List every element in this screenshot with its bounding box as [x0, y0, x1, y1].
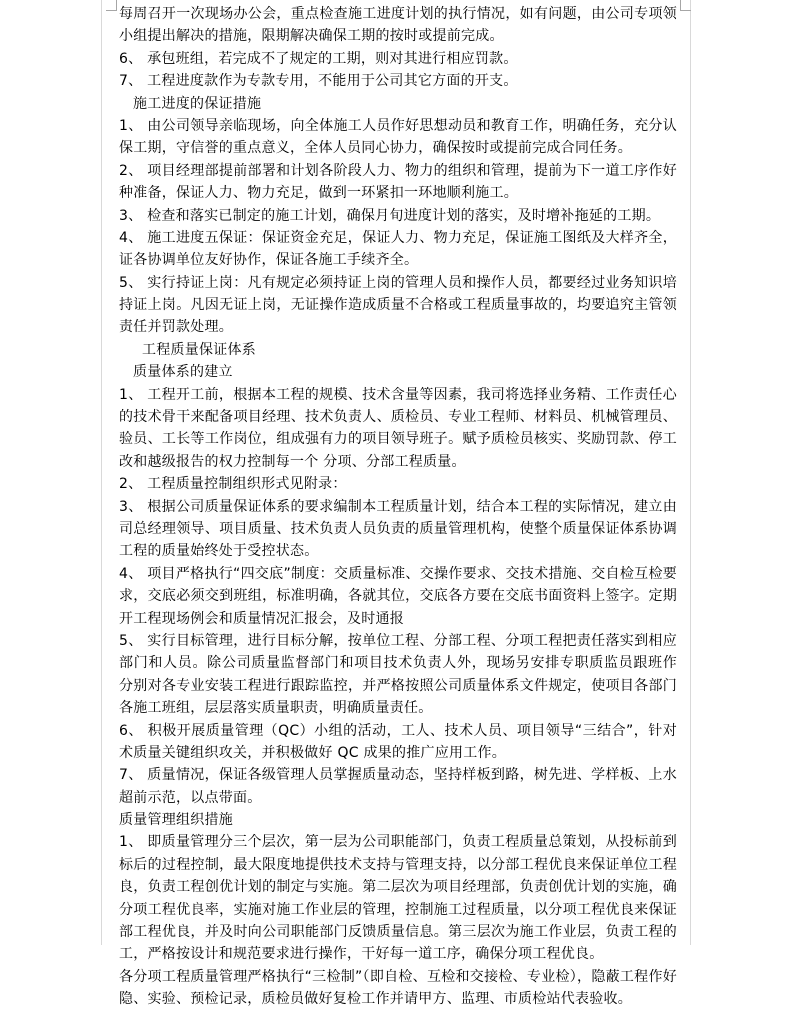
text-line: 分项工程优良率，实施对施工作业层的管理，控制施工过程质量，以分项工程优良来保证	[119, 901, 677, 918]
text-line: 保工期，守信誉的重点意义，全体人员同心协力，确保按时或提前完成合同任务。	[119, 140, 632, 157]
text-line: 标后的过程控制，最大限度地提供技术支持与管理支持，以分部工程优良来保证单位工程	[119, 856, 677, 873]
text-line: 的技术骨干来配备项目经理、技术负责人、质检员、专业工程师、材料员、机械管理员、	[119, 409, 677, 426]
text-line: 开工程现场例会和质量情况汇报会，及时通报	[119, 610, 404, 627]
text-line: 3、 根据公司质量保证体系的要求编制本工程质量计划，结合本工程的实际情况，建立由	[119, 498, 677, 515]
text-line: 5、 实行目标管理，进行目标分解，按单位工程、分部工程、分项工程把责任落实到相应	[119, 632, 677, 649]
text-line: 工程质量保证体系	[142, 341, 256, 358]
text-line: 部门和人员。除公司质量监督部门和项目技术负责人外，现场另安排专职质监员跟班作	[119, 655, 677, 672]
text-line: 6、 积极开展质量管理（QC）小组的活动，工人、技术人员、项目领导“三结合”，针对	[119, 722, 677, 739]
text-line: 验员、工长等工作岗位，组成强有力的项目领导班子。赋予质检员核实、奖励罚款、停工	[119, 431, 677, 448]
text-line: 分别对各专业安装工程进行跟踪监控，并严格按照公司质量体系文件规定，使项目各部门	[119, 677, 677, 694]
text-line: 持证上岗。凡因无证上岗，无证操作造成质量不合格或工程质量事故的，均要追究主管领	[119, 297, 677, 314]
text-line: 1、 由公司领导亲临现场，向全体施工人员作好思想动员和教育工作，明确任务，充分认	[119, 117, 677, 134]
text-line: 超前示范，以点带面。	[119, 789, 262, 806]
text-line: 4、 项目严格执行“四交底”制度：交质量标准、交操作要求、交技术措施、交自检互检要	[119, 565, 677, 582]
text-line: 3、 检查和落实已制定的施工计划，确保月旬进度计划的落实，及时增补拖延的工期。	[119, 207, 661, 224]
text-line: 各分项工程质量管理严格执行“三检制”（即自检、互检和交接检、专业检），隐蔽工程作好	[119, 968, 677, 985]
text-line: 2、 项目经理部提前部署和计划各阶段人力、物力的组织和管理，提前为下一道工序作好	[119, 162, 677, 179]
text-line: 种准备，保证人力、物力充足，做到一环紧扣一环地顺利施工。	[119, 185, 518, 202]
text-line: 小组提出解决的措施，限期解决确保工期的按时或提前完成。	[119, 28, 504, 45]
text-line: 责任并罚款处理。	[119, 319, 233, 336]
text-line: 良，负责工程创优计划的制定与实施。第二层次为项目经理部，负责创优计划的实施，确	[119, 879, 677, 896]
text-line: 各施工班组，层层落实质量职责，明确质量责任。	[119, 700, 433, 717]
page-corner-mark-right	[680, 0, 691, 11]
text-line: 隐、实验、预检记录，质检员做好复检工作并请甲方、监理、市质检站代表验收。	[119, 991, 632, 1008]
text-line: 工程的质量始终处于受控状态。	[119, 543, 319, 560]
text-line: 求，交底必须交到班组，标准明确，各就其位，交底各方要在交底书面资料上签字。定期	[119, 588, 677, 605]
text-line: 质量体系的建立	[133, 364, 233, 381]
text-line: 改和越级报告的权力控制每一个 分项、分部工程质量。	[119, 453, 466, 470]
text-line: 司总经理领导、项目质量、技术负责人员负责的质量管理机构，使整个质量保证体系协调	[119, 520, 677, 537]
text-line: 1、 工程开工前，根据本工程的规模、技术含量等因素，我司将选择业务精、工作责任心	[119, 386, 677, 403]
text-line: 7、 质量情况，保证各级管理人员掌握质量动态，坚持样板到路，树先进、学样板、上水	[119, 767, 677, 784]
document-body	[119, 3, 677, 1011]
text-line: 2、 工程质量控制组织形式见附录：	[119, 476, 347, 493]
text-line: 工，严格按设计和规范要求进行操作，干好每一道工序，确保分项工程优良。	[119, 946, 604, 963]
text-line: 证各协调单位友好协作，保证各施工手续齐全。	[119, 252, 419, 269]
text-line: 每周召开一次现场办公会，重点检查施工进度计划的执行情况，如有问题，由公司专项领	[119, 6, 677, 22]
page-corner-mark-left	[106, 0, 117, 11]
text-line: 6、 承包班组，若完成不了规定的工期，则对其进行相应罚款。	[119, 50, 518, 67]
text-line: 术质量关键组织攻关，并积极做好 QC 成果的推广应用工作。	[119, 744, 506, 761]
text-line: 施工进度的保证措施	[133, 95, 262, 112]
text-line: 5、 实行持证上岗：凡有规定必须持证上岗的管理人员和操作人员，都要经过业务知识培	[119, 274, 677, 291]
text-line: 部工程优良，并及时向公司职能部门反馈质量信息。第三层次为施工作业层，负责工程的	[119, 924, 677, 941]
text-line: 7、 工程进度款作为专款专用，不能用于公司其它方面的开支。	[119, 73, 518, 90]
text-line: 4、 施工进度五保证：保证资金充足，保证人力、物力充足，保证施工图纸及大样齐全，	[119, 229, 677, 246]
text-line: 质量管理组织措施	[119, 812, 233, 829]
text-line: 1、 即质量管理分三个层次，第一层为公司职能部门，负责工程质量总策划，从投标前到	[119, 834, 677, 851]
